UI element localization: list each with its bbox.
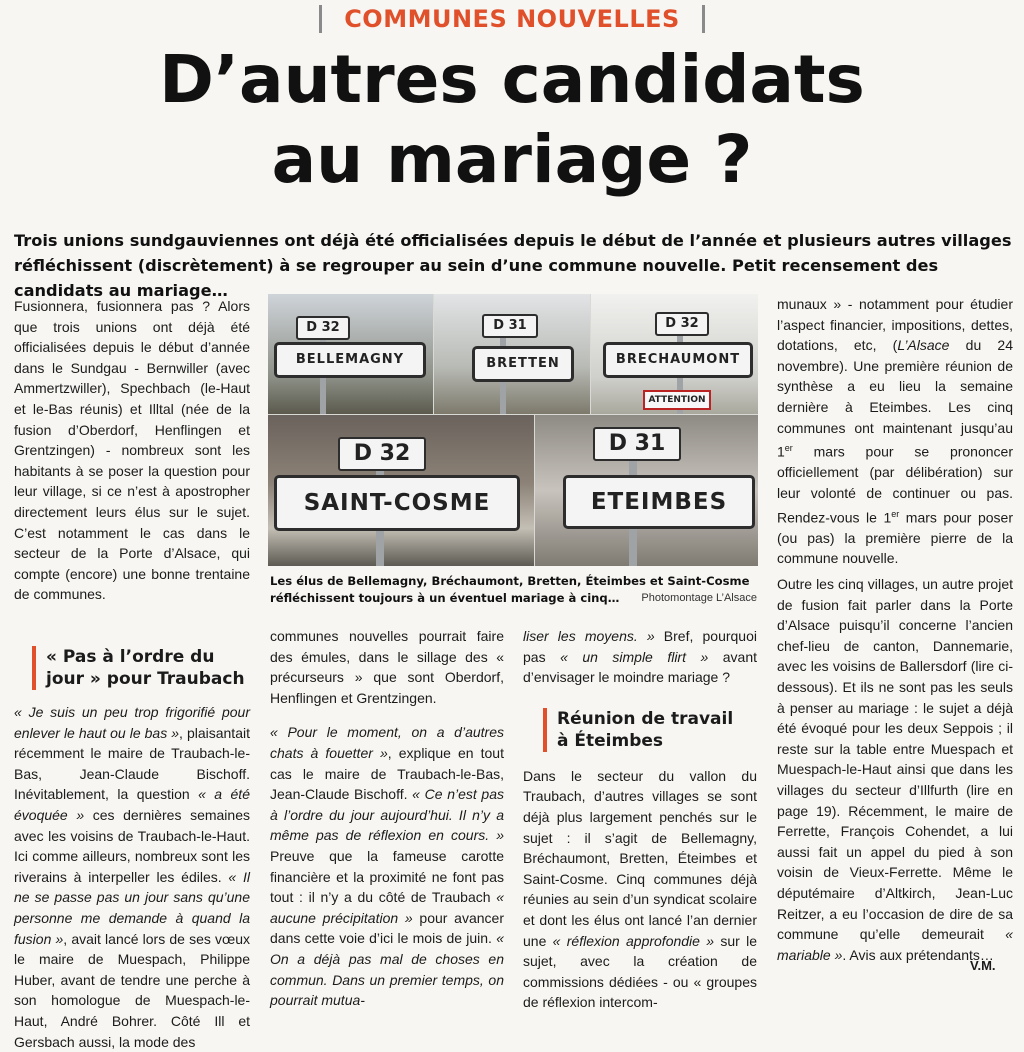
- route-sign-d31: D 31: [482, 314, 538, 338]
- quote: « Ce n’est pas à l’ordre du jour aujourd’hui. Il n’y a même pas de réflexion en cours. »: [270, 786, 505, 844]
- text: Outre les cinq villages, un autre projet de fusion fait parler dans la Porte d’Alsace puisqu’il concerne l’ancien chef-lieu de canton, Dannemarie, avec les voisins de Ballersdorf (lire ci-dessous). Et ils ne sont pas les seuls à penser au mariage : le sujet a déjà été évoqué pour les deux Seppois ; il reste sur la table entre Muespach et Muespach-le-Haut ainsi que dans les villages du secteur d’Illfurth (lire en page 19). Récemment, le maire de Ferrette, François Cohendet, a lui aussi fait un appel du pied à son voisin de Vieux-Ferrette. Même le députémaire d’Altkirch, Jean-Luc Reitzer, a eu l’occasion de dire de sa commune qu’elle demeurait: [777, 576, 1013, 943]
- text: , plaisantait récemment le maire de Traubach-le-Bas, Jean-Claude Bischoff. Inévitablement, la question: [14, 724, 250, 803]
- subhead-eteimbes-line-2: à Éteimbes: [557, 730, 664, 751]
- route-sign-d31: D 31: [593, 427, 681, 461]
- text: , explique en tout cas le maire de Traubach-le-Bas, Jean-Claude Bischoff.: [270, 744, 504, 803]
- rubric-label: COMMUNES NOUVELLES: [344, 5, 680, 33]
- column-4: [777, 294, 1013, 569]
- quote: « Je suis un peu trop frigorifié pour enlever le haut ou le bas »: [14, 704, 250, 741]
- newspaper-name: L’Alsace: [897, 337, 950, 354]
- ordinal-superscript: er: [784, 443, 793, 454]
- text: munaux » - notamment pour étudier l’aspect financier, impositions, dettes, dotations, etc, (: [777, 296, 1013, 354]
- quote: « aucune précipitation »: [270, 889, 504, 926]
- headline-line-1: D’autres candidats: [159, 41, 865, 118]
- quote: « un simple flirt »: [560, 648, 709, 665]
- rubric: [0, 2, 1024, 36]
- column-3: [523, 626, 757, 1013]
- text: Dans le secteur du vallon du Traubach, d’autres villages se sont déjà plus largement penchés sur le sujet : il s’agit de Bellemagny, Bréchaumont, Bretten, Éteimbes et Saint-Cosme. Cinq communes déjà réunies au sein d’un syndicat scolaire et dont les élus ont lancé l’an dernier une: [523, 767, 757, 949]
- attention-sign: ATTENTION: [643, 390, 711, 410]
- column-1-intro: [14, 296, 250, 605]
- photo-credit: Photomontage L’Alsace: [641, 592, 757, 604]
- ordinal-superscript: er: [891, 508, 900, 519]
- text: Preuve que la fameuse carotte financière et la proximité ne font pas tout : il n’y a du côté de Traubach: [270, 847, 504, 906]
- rubric-bar-right: [702, 5, 705, 33]
- route-sign-d32: D 32: [296, 316, 350, 340]
- town-sign-saint-cosme: SAINT-COSME: [274, 475, 520, 531]
- col4-paragraph-1: [777, 294, 1013, 569]
- photo-saint-cosme: [268, 415, 534, 566]
- chapeau: Trois unions sundgauviennes ont déjà été officialisées depuis le début de l’année et plusieurs autres villages réfléchissent (discrètement) à se regrouper au sein d’une commune nouvelle. Petit recensement des candidats au mariage…: [14, 231, 1012, 300]
- text: ces dernières semaines avec les voisins de Traubach-le-Haut. Ici comme ailleurs, nombreux sont les riverains à interpeller les édiles.: [14, 806, 250, 885]
- text: pour avancer dans cette voie d’ici le mois de juin.: [270, 909, 504, 947]
- intro-paragraph: Fusionnera, fusionnera pas ? Alors que trois unions ont déjà été officialisées depuis le début d’année dans le Sundgau - Bernwiller (avec Ammertzwiller), Spechbach (le-Haut et le-Bas réunis) et Illtal (née de la fusion d’Oberdorf, Henflingen et Grentzingen) - nombreux sont les habitants à se poser la question pour leur village, si ce n’est à apostropher directement leurs élus sur le sujet. C’est notamment le cas dans le secteur de la Porte d’Alsace, qui compte (encore) une bonne trentaine de communes.: [14, 298, 250, 603]
- route-sign-d32: D 32: [338, 437, 426, 471]
- quote: « mariable »: [777, 926, 1013, 963]
- text: sur le sujet, avec la création de commissions dédiées - ou « groupes de réflexion intercom-: [523, 932, 758, 1011]
- quote: « réflexion approfondie »: [552, 932, 715, 949]
- subhead-traubach: [32, 646, 250, 690]
- quote: « Il ne se passe pas un jour sans qu’une personne me demande à quand la fusion »: [14, 868, 250, 947]
- headline: [0, 40, 1024, 200]
- column-4-continued: [777, 574, 1013, 965]
- headline-line-2: au mariage ?: [271, 121, 753, 198]
- text: mars pour se prononcer officiellement (par délibération) sur leur volonté de continuer ou pas. Rendez-vous le 1: [777, 443, 1013, 526]
- photo-bellemagny: [268, 294, 433, 414]
- column-1-section: [14, 646, 250, 1052]
- photo-eteimbes: [535, 415, 758, 566]
- col3-paragraph-1: [523, 626, 757, 688]
- text: du 24 novembre). Une première réunion de synthèse a eu lieu la semaine dernière à Eteimbes. Les cinq communes ont maintenant jusqu’au 1: [777, 337, 1013, 460]
- col2-paragraph-1: communes nouvelles pourrait faire des émules, dans le sillage des « précurseurs » que sont Oberdorf, Henflingen et Grentzingen.: [270, 628, 504, 706]
- photomontage: [268, 294, 758, 566]
- author-signature: V.M.: [970, 958, 996, 973]
- text: mars pour poser (ou pas) la première pierre de la commune nouvelle.: [777, 509, 1013, 567]
- col3-paragraph-2: [523, 766, 757, 1013]
- quote: « On a déjà pas mal de choses en commun. Dans un premier temps, on pourrait mutua-: [270, 930, 504, 1009]
- text: , avait lancé lors de ses vœux le maire de Muespach, Philippe Huber, avant de tendre une perche à son homologue de Muespach-le-Haut, André Bohrer. Côté Ill et Gersbach aussi, la mode des: [14, 930, 250, 1050]
- quote: « Pour le moment, on a d’autres chats à fouetter »: [270, 724, 504, 761]
- text: Bref, pourquoi pas: [523, 628, 757, 665]
- subhead-eteimbes-line-1: Réunion de travail: [557, 708, 734, 729]
- text: avant d’envisager le moindre mariage ?: [523, 648, 757, 686]
- photo-caption: Les élus de Bellemagny, Bréchaumont, Bretten, Éteimbes et Saint-Cosme réfléchissent toujours à un éventuel mariage à cinq…: [270, 574, 750, 605]
- route-sign-d32: D 32: [655, 312, 709, 336]
- quote: « a été évoquée »: [14, 786, 250, 823]
- rubric-bar-left: [319, 5, 322, 33]
- subhead-eteimbes: [543, 708, 757, 752]
- text: . Avis aux prétendants…: [842, 946, 994, 963]
- photo-bretten: [434, 294, 590, 414]
- town-sign-eteimbes: ETEIMBES: [563, 475, 755, 529]
- town-sign-brechaumont: BRECHAUMONT: [603, 342, 753, 378]
- photo-brechaumont: [591, 294, 758, 414]
- town-sign-bretten: BRETTEN: [472, 346, 574, 382]
- subhead-traubach-line-2: jour » pour Traubach: [46, 669, 245, 689]
- subhead-traubach-line-1: « Pas à l’ordre du: [46, 647, 215, 667]
- town-sign-bellemagny: BELLEMAGNY: [274, 342, 426, 378]
- col4-paragraph-2: [777, 574, 1013, 965]
- col2-paragraph-2: [270, 722, 504, 1010]
- quote: liser les moyens. »: [523, 628, 655, 644]
- column-2: [270, 626, 504, 1011]
- traubach-paragraph: [14, 702, 250, 1052]
